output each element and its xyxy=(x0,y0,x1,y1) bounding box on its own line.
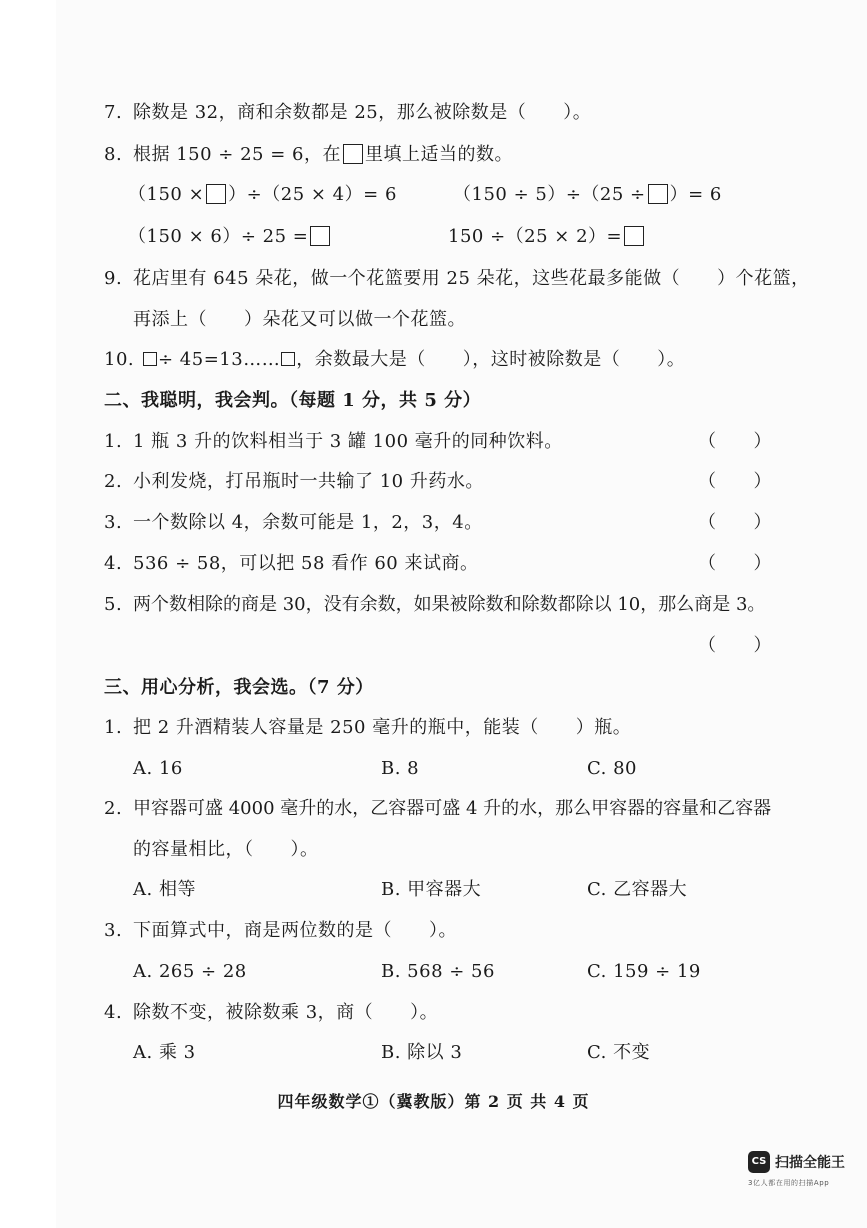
q8-expr-4-a: 150 ÷（25 × 2）= xyxy=(448,226,623,247)
q8-expr-1 xyxy=(128,183,397,207)
q7-text: 除数是 32，商和余数都是 25，那么被除数是（ ）。 xyxy=(133,102,592,123)
judge-3-answer[interactable]: （ ） xyxy=(698,512,772,533)
judge-4-number: 4. xyxy=(104,553,123,574)
watermark-brand: 扫描全能王 xyxy=(775,1155,845,1171)
q10-text-a: ÷ 45=13…… xyxy=(158,349,281,370)
q10-number: 10. xyxy=(104,349,135,370)
q8-expr-1-a: （150 × xyxy=(128,184,205,205)
q8-expr-2-b: ）= 6 xyxy=(669,184,722,205)
q8-text xyxy=(133,143,513,167)
choose-3-text: 下面算式中，商是两位数的是（ ）。 xyxy=(133,920,457,941)
choose-4-text: 除数不变，被除数乘 3，商（ ）。 xyxy=(133,1002,439,1023)
answer-box[interactable] xyxy=(343,144,363,164)
choose-3-option-b[interactable]: B. 568 ÷ 56 xyxy=(381,961,495,982)
answer-box-2[interactable] xyxy=(648,184,668,204)
choose-2-option-c[interactable]: C. 乙容器大 xyxy=(587,879,688,900)
q8-expr-4 xyxy=(448,225,646,249)
choose-3-option-c[interactable]: C. 159 ÷ 19 xyxy=(587,961,701,982)
q8-text-a: 根据 150 ÷ 25 = 6，在 xyxy=(133,144,341,165)
q8-expr-1-b: ）÷（25 × 4）= 6 xyxy=(228,184,397,205)
choose-2-option-a[interactable]: A. 相等 xyxy=(133,879,196,900)
judge-1-number: 1. xyxy=(104,431,123,452)
judge-2-text: 小利发烧，打吊瓶时一共输了 10 升药水。 xyxy=(133,471,484,492)
q10-text xyxy=(142,348,685,372)
q7-number: 7. xyxy=(104,102,123,123)
choose-3-number: 3. xyxy=(104,920,123,941)
q9-number: 9. xyxy=(104,268,123,289)
watermark-slogan: 3亿人都在用的扫描App xyxy=(748,1179,830,1187)
choose-1-text: 把 2 升酒精装人容量是 250 毫升的瓶中，能装（ ）瓶。 xyxy=(133,717,632,738)
choose-4-option-c[interactable]: C. 不变 xyxy=(587,1042,651,1063)
choose-3-option-a[interactable]: A. 265 ÷ 28 xyxy=(133,961,247,982)
judge-1-answer[interactable]: （ ） xyxy=(698,431,772,452)
answer-box-remainder[interactable] xyxy=(281,352,295,366)
answer-box-3[interactable] xyxy=(310,226,330,246)
q8-expr-3 xyxy=(128,225,332,249)
q8-expr-2-a: （150 ÷ 5）÷（25 ÷ xyxy=(453,184,646,205)
q8-number: 8. xyxy=(104,144,123,165)
judge-5-number: 5. xyxy=(104,594,123,615)
judge-3-number: 3. xyxy=(104,512,123,533)
choose-4-number: 4. xyxy=(104,1002,123,1023)
page-footer: 四年级数学①（冀教版）第 2 页 共 4 页 xyxy=(277,1092,590,1111)
choose-1-option-b[interactable]: B. 8 xyxy=(381,758,420,779)
section-3-heading: 三、用心分析，我会选。（7 分） xyxy=(104,677,374,698)
judge-5-text: 两个数相除的商是 30，没有余数，如果被除数和除数都除以 10，那么商是 3。 xyxy=(133,594,766,615)
choose-4-option-a[interactable]: A. 乘 3 xyxy=(133,1042,196,1063)
choose-2-line-2: 的容量相比，（ ）。 xyxy=(133,839,319,860)
judge-2-answer[interactable]: （ ） xyxy=(698,471,772,492)
q9-line-1: 花店里有 645 朵花，做一个花篮要用 25 朵花，这些花最多能做（ ）个花篮， xyxy=(133,268,810,289)
q8-expr-2 xyxy=(453,183,722,207)
judge-3-text: 一个数除以 4，余数可能是 1，2，3，4。 xyxy=(133,512,483,533)
judge-4-answer[interactable]: （ ） xyxy=(698,553,772,574)
judge-4-text: 536 ÷ 58，可以把 58 看作 60 来试商。 xyxy=(133,553,479,574)
judge-2-number: 2. xyxy=(104,471,123,492)
choose-4-option-b[interactable]: B. 除以 3 xyxy=(381,1042,463,1063)
answer-box-1[interactable] xyxy=(206,184,226,204)
q10-text-b: ，余数最大是（ ），这时被除数是（ ）。 xyxy=(296,349,686,370)
choose-1-option-a[interactable]: A. 16 xyxy=(133,758,183,779)
judge-1-text: 1 瓶 3 升的饮料相当于 3 罐 100 毫升的同种饮料。 xyxy=(133,431,563,452)
camscanner-logo-icon: CS xyxy=(748,1151,770,1173)
choose-1-option-c[interactable]: C. 80 xyxy=(587,758,637,779)
q8-text-b: 里填上适当的数。 xyxy=(365,144,513,165)
choose-2-number: 2. xyxy=(104,798,123,819)
q8-expr-3-a: （150 × 6）÷ 25 = xyxy=(128,226,309,247)
judge-5-answer[interactable]: （ ） xyxy=(698,635,772,656)
answer-box-4[interactable] xyxy=(624,226,644,246)
choose-2-option-b[interactable]: B. 甲容器大 xyxy=(381,879,482,900)
section-2-heading: 二、我聪明，我会判。（每题 1 分，共 5 分） xyxy=(104,390,482,411)
choose-2-line-1: 甲容器可盛 4000 毫升的水，乙容器可盛 4 升的水，那么甲容器的容量和乙容器 xyxy=(133,798,772,819)
choose-1-number: 1. xyxy=(104,717,123,738)
answer-box-dividend[interactable] xyxy=(143,352,157,366)
q9-line-2: 再添上（ ）朵花又可以做一个花篮。 xyxy=(133,309,466,330)
